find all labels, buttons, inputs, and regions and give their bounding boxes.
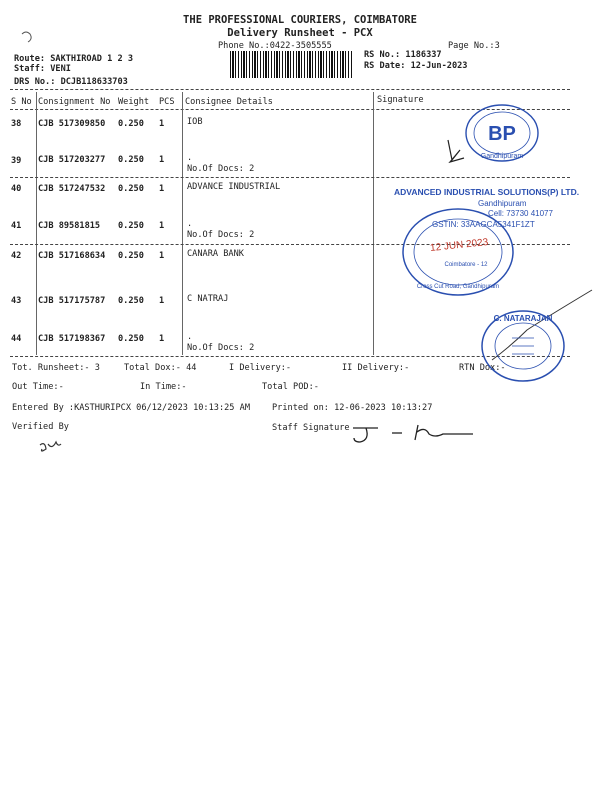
company-title: THE PROFESSIONAL COURIERS, COIMBATORE (183, 14, 417, 26)
col-consignee: Consignee Details (185, 97, 273, 107)
rs-date: RS Date: 12-Jun-2023 (364, 61, 468, 71)
iob-logo-mark: BP (488, 123, 516, 145)
iob-stamp-text: Gandhipuram (480, 153, 524, 160)
canara-stamp-text: Cross Cut Road, Gandhipuram (416, 284, 500, 290)
out-time: Out Time:- (12, 382, 64, 392)
page-number: Page No.:3 (448, 41, 500, 51)
advanced-stamp-line3: Cell: 73730 41077 (488, 209, 553, 218)
canara-stamp (400, 206, 518, 298)
stamp-ring (403, 209, 513, 295)
row-docs: No.Of Docs: 2 (187, 343, 255, 353)
total-pod: Total POD:- (262, 382, 319, 392)
verified-by: Verified By (12, 422, 69, 432)
natarajan-stamp (478, 306, 568, 384)
row-docs: No.Of Docs: 2 (187, 230, 255, 240)
printed-on: Printed on: 12-06-2023 10:13:27 (272, 403, 433, 413)
row-weight: 0.250 (118, 221, 144, 231)
row-pcs: 1 (159, 119, 165, 129)
iob-stamp (462, 102, 542, 164)
row-details: C NATRAJ (187, 294, 229, 304)
col-sno: S No (11, 97, 32, 107)
row-details: . (187, 153, 193, 163)
row-weight: 0.250 (118, 184, 144, 194)
col-weight: Weight (118, 97, 150, 107)
row-weight: 0.250 (118, 334, 144, 344)
row-details: IOB (187, 117, 203, 127)
row-sno: 41 (11, 221, 22, 231)
advanced-stamp-line4: GSTIN: 33AAGCA5341F1ZT (432, 220, 535, 229)
i-delivery: I Delivery:- (229, 363, 292, 373)
row-weight: 0.250 (118, 155, 144, 165)
ii-delivery: II Delivery:- (342, 363, 410, 373)
drs-number: DRS No.: DCJB118633703 (14, 77, 128, 87)
row-pcs: 1 (159, 251, 165, 261)
staff: Staff: VENI (14, 64, 71, 74)
verifier-initials (40, 442, 61, 451)
stamp-ring (414, 219, 502, 285)
row-consignment: CJB 89581815 (38, 221, 101, 231)
in-time: In Time:- (140, 382, 187, 392)
rtn-dox: RTN Dox:- (459, 363, 506, 373)
row-sno: 40 (11, 184, 22, 194)
row-consignment: CJB 517247532 (38, 184, 106, 194)
advanced-stamp-line1: ADVANCED INDUSTRIAL SOLUTIONS(P) LTD. (394, 187, 580, 197)
total-runsheet: Tot. Runsheet:- 3 (12, 363, 100, 373)
staff-signature-mark (415, 425, 473, 440)
row-pcs: 1 (159, 184, 165, 194)
row-details: CANARA BANK (187, 249, 244, 259)
stamp-lines (512, 338, 534, 354)
row-sno: 39 (11, 156, 22, 166)
route: Route: SAKTHIROAD 1 2 3 (14, 54, 133, 64)
row-weight: 0.250 (118, 119, 144, 129)
row-sno: 44 (11, 334, 22, 344)
row-pcs: 1 (159, 221, 165, 231)
row-consignment: CJB 517203277 (38, 155, 106, 165)
canara-date-stamp: 12 JUN 2023 (429, 236, 489, 255)
advanced-stamp-line2: Gandhipuram (478, 199, 527, 208)
row-weight: 0.250 (118, 251, 144, 261)
natarajan-stamp-text: C. NATARAJAN (493, 314, 553, 323)
row-consignment: CJB 517168634 (38, 251, 106, 261)
row-consignment: CJB 517198367 (38, 334, 106, 344)
col-pcs: PCS (159, 97, 175, 107)
row-sno: 38 (11, 119, 22, 129)
rs-number: RS No.: 1186337 (364, 50, 442, 60)
staff-signature-label: Staff Signature (272, 423, 350, 433)
entered-by: Entered By :KASTHURIPCX 06/12/2023 10:13:25 AM (12, 403, 250, 413)
row-pcs: 1 (159, 334, 165, 344)
row-details: . (187, 219, 193, 229)
row-sno: 42 (11, 251, 22, 261)
document-title: Delivery Runsheet - PCX (227, 27, 373, 39)
row-pcs: 1 (159, 155, 165, 165)
canara-stamp-city: Coimbatore - 12 (444, 262, 488, 268)
row-details: ADVANCE INDUSTRIAL (187, 182, 281, 192)
scribble-mark (22, 32, 31, 42)
row-pcs: 1 (159, 296, 165, 306)
row-docs: No.Of Docs: 2 (187, 164, 255, 174)
row-consignment: CJB 517309850 (38, 119, 106, 129)
staff-signature-mark (353, 428, 378, 442)
col-consignment: Consignment No (38, 97, 111, 107)
total-dox: Total Dox:- 44 (124, 363, 197, 373)
row-details: . (187, 332, 193, 342)
phone-number: Phone No.:0422-3505555 (218, 41, 332, 51)
row-weight: 0.250 (118, 296, 144, 306)
row-consignment: CJB 517175787 (38, 296, 106, 306)
col-signature: Signature (377, 95, 424, 105)
row-sno: 43 (11, 296, 22, 306)
